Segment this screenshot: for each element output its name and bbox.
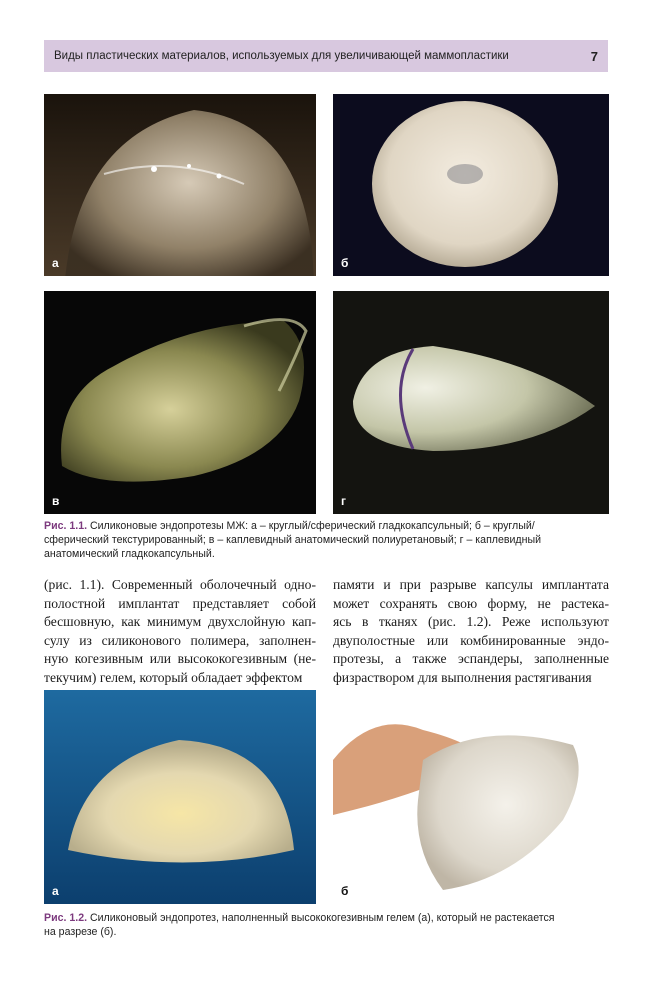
body-line: памяти и при разрыве капсулы имплантата (333, 577, 609, 592)
body-line: бесшовную, как минимум двухслойную кап- (44, 614, 316, 629)
figure-1-2-photo-b (333, 690, 609, 904)
body-line: текучим) гелем, который обладает эффектом (44, 669, 303, 685)
figure-1-2-caption-line: на разрезе (б). (44, 926, 117, 938)
running-header-title: Виды пластических материалов, используемых для увеличивающей маммопластики (54, 50, 509, 62)
panel-label-b: б (341, 884, 349, 898)
body-line: сулу из силиконового полимера, заполнен- (44, 632, 316, 648)
figure-1-2-caption (44, 911, 624, 939)
panel-label-a: а (52, 884, 59, 898)
panel-label-c: в (52, 494, 60, 508)
figure-1-1-caption-line: анатомический гладкокапсульный. (44, 548, 215, 560)
body-text-right-column (333, 576, 609, 687)
panel-label-d: г (341, 494, 346, 508)
figure-1-1-photo-b (333, 94, 609, 276)
figure-1-1-photo-c (44, 291, 316, 514)
figure-1-2-caption-line: Силиконовый эндопротез, наполненный высококогезивным гелем (а), который не растекается (87, 912, 555, 924)
figure-1-2-caption-label: Рис. 1.2. (44, 912, 88, 924)
body-line: физраствором для выполнения растягивания (333, 669, 592, 685)
figure-1-2-photo-a (44, 690, 316, 904)
body-line: ную когезивным или высококогезивным (не- (44, 651, 316, 666)
page-number: 7 (590, 48, 598, 64)
panel-label-a: а (52, 256, 59, 270)
body-line: (рис. 1.1). Современный оболочечный одно- (44, 577, 316, 592)
figure-1-1-caption (44, 519, 624, 561)
running-header (44, 40, 608, 72)
body-line: полостной имплантат представляет собой (44, 595, 316, 611)
figure-1-1-caption-line: Силиконовые эндопротезы МЖ: а – круглый/сферический гладкокапсульный; б – круглый/ (87, 520, 535, 532)
figure-1-1-caption-label: Рис. 1.1. (44, 520, 88, 532)
body-line: ясь в тканях (рис. 1.2). Реже используют (333, 614, 609, 629)
body-line: может сохранять свою форму, не растека- (333, 595, 609, 611)
body-line: двуполостные или комбинированные эндо- (333, 632, 609, 648)
figure-1-1-caption-line: сферический текстурированный; в – каплевидный анатомический полиуретановый; г – каплевидный (44, 534, 541, 546)
figure-1-1-photo-a (44, 94, 316, 276)
figure-1-1-photo-d (333, 291, 609, 514)
body-line: протезы, а также эспандеры, заполненные (333, 651, 609, 666)
body-text-left-column (44, 576, 316, 687)
panel-label-b: б (341, 256, 349, 270)
